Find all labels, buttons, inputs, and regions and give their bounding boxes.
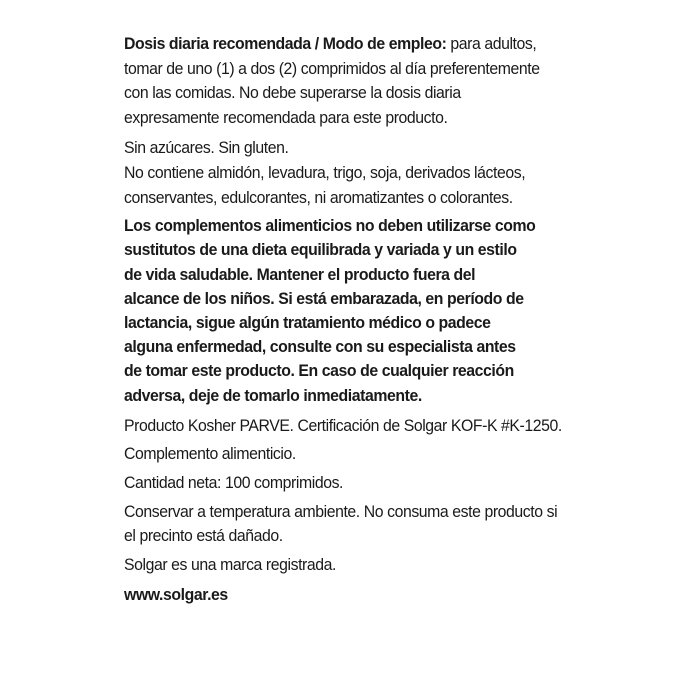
storage-line: Conservar a temperatura ambiente. No consuma este producto si [124,501,558,521]
warning-line: de vida saludable. Mantener el producto fuera del [124,264,476,284]
safety-warning [124,214,561,408]
free-from-line: No contiene almidón, levadura, trigo, soja, derivados lácteos, [124,162,526,182]
dosage-first-line [124,32,561,57]
supplement-statement [124,442,561,467]
trademark-notice [124,553,561,578]
dosage-text-line: con las comidas. No debe superarse la dosis diaria [124,83,461,103]
net-quantity-text: Cantidad neta: 100 comprimidos. [124,472,344,492]
kosher-text: Producto Kosher PARVE. Certificación de Solgar KOF-K #K-1250. [124,415,562,435]
storage-instructions [124,500,561,549]
website-text[interactable]: www.solgar.es [124,585,228,605]
dosage-heading: Dosis diaria recomendada / Modo de empleo: [124,34,447,53]
trademark-text: Solgar es una marca registrada. [124,554,336,574]
free-from-line: Sin azúcares. Sin gluten. [124,138,289,158]
dosage-text-line: expresamente recomendada para este producto. [124,107,448,127]
storage-line: el precinto está dañado. [124,526,283,546]
warning-line: lactancia, sigue algún tratamiento médico o padece [124,312,491,332]
warning-line: alguna enfermedad, consulte con su especialista antes [124,337,516,357]
warning-line: sustitutos de una dieta equilibrada y variada y un estilo [124,240,517,260]
warning-line: alcance de los niños. Si está embarazada, en período de [124,288,524,308]
free-from-line: conservantes, edulcorantes, ni aromatizantes o colorantes. [124,187,513,207]
kosher-certification [124,414,561,439]
warning-line: adversa, deje de tomarlo inmediatamente. [124,385,422,405]
warning-line: de tomar este producto. En caso de cualquier reacción [124,361,514,381]
free-from-statement [124,136,561,210]
dosage-text-line: para adultos, [446,34,537,53]
warning-line: Los complementos alimenticios no deben utilizarse como [124,216,536,236]
product-label-text [124,32,561,608]
dosage-instructions [124,32,561,130]
website-link[interactable] [124,583,561,608]
net-quantity [124,471,561,496]
dosage-text-line: tomar de uno (1) a dos (2) comprimidos al día preferentemente [124,58,540,78]
supplement-text: Complemento alimenticio. [124,444,296,464]
